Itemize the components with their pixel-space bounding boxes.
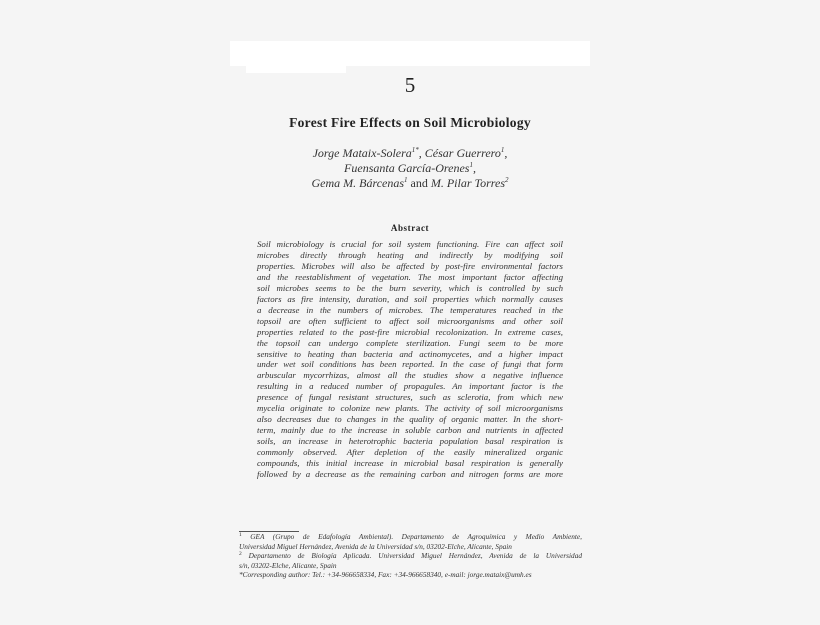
redaction-bar-small [246,66,346,73]
author-name: Gema M. Bárcenas [311,176,405,190]
abstract-line: mycelia originate to colonize new plants. The activity of soil microorganisms [257,403,563,414]
footnote-2-line-2: s/n, 03202-Elche, Alicante, Spain [239,560,337,570]
abstract-line: under wet soil conditions has been reported. In the case of fungi that form [257,359,563,370]
abstract-line: a decrease in the numbers of microbes. The temperatures reached in the [257,304,563,315]
author-name: Fuensanta García-Orenes [344,161,470,175]
author-name: César Guerrero [424,146,501,160]
abstract-line: compounds, this initial increase in microbial basal respiration is generally [257,458,563,469]
abstract-line: topsoil are often sufficient to affect soil microorganisms and other soil [257,315,563,326]
abstract-line: term, mainly due to the increase in soluble carbon and nutrients in affected [257,425,563,436]
separator: , [504,146,508,160]
footnote-text: GEA (Grupo de Edafología Ambiental). Departamento de Agroquímica y Medio Ambiente, [250,532,582,541]
abstract-line: arbuscular mycorrhizas, almost all the studies show a negative influence [257,370,563,381]
abstract-line: followed by a decrease as the remaining carbon and nitrogen forms are more [257,469,563,480]
chapter-title: Forest Fire Effects on Soil Microbiology [289,115,531,130]
abstract-line: resulting in a reduced number of propagules. An important factor is the [257,381,563,392]
abstract-line: soil microbes seems to be the burn severity, which is controlled by such [257,282,563,293]
abstract-line: also decreases due to changes in the quality of organic matter. In the short- [257,414,563,425]
author-line-1 [230,146,590,161]
abstract-line: properties. Microbes will also be affected by post-fire environmental factors [257,260,563,271]
corresponding-author-note: *Corresponding author: Tel.: +34-966658334, Fax: +34-966658340, e-mail: jorge.mataix@umh.es [239,570,532,580]
abstract-line: sensitive to heating than bacteria and actinomycetes, and a higher impact [257,348,563,359]
chapter-number [0,73,820,98]
author-name: Jorge Mataix-Solera [312,146,412,160]
redaction-bar-top [230,41,590,66]
abstract-line: and the reestablishment of vegetation. The most important factor affecting [257,271,563,282]
affiliation-marker: 1 [404,176,408,184]
conjunction: and [407,176,431,190]
abstract-line: presence of fungal resistant structures, such as sclerotia, from which new [257,392,563,403]
affiliation-marker: 1* [411,146,419,154]
footnote-1-line-2: Universidad Miguel Hernández, Avenida de la Universidad s/n, 03202-Elche, Alicante, Spain [239,541,512,551]
abstract-heading: Abstract [390,223,430,233]
author-name: M. Pilar Torres [430,176,505,190]
footnote-1-line-1 [239,532,582,542]
abstract-line: the topsoil can undergo complete sterilization. Fungi seem to be more [257,337,563,348]
abstract-line: microbes directly through heating and indirectly by modifying soil [257,249,563,260]
affiliation-marker: 1 [500,146,505,154]
footnote-text: Departamento de Biología Aplicada. Universidad Miguel Hernández, Avenida de la Universidad [248,551,582,561]
author-line-2 [230,161,590,176]
abstract-line: factors as fire intensity, duration, and soil properties which normally causes [257,293,563,304]
author-list [230,146,590,191]
abstract-line: soils, an increase in heterotrophic bacteria population basal respiration is [257,436,563,447]
abstract-line: properties related to the post-fire microbial recolonization. In extreme cases, [257,326,563,337]
footnote-marker: 2 [239,551,242,558]
abstract-body [257,239,563,480]
footnotes [239,532,582,580]
affiliation-marker: 2 [505,176,509,184]
separator: , [418,146,425,160]
footnote-marker: 1 [239,532,242,538]
author-line-3 [230,176,590,191]
affiliation-marker: 1 [469,161,473,169]
abstract-line: commonly observed. After depletion of the easily mineralized organic [257,447,563,458]
chapter-number-text: 5 [404,73,416,97]
abstract-line: Soil microbiology is crucial for soil system functioning. Fire can affect soil [257,239,563,249]
footnote-2-line-1 [239,551,582,561]
separator: , [472,161,476,175]
